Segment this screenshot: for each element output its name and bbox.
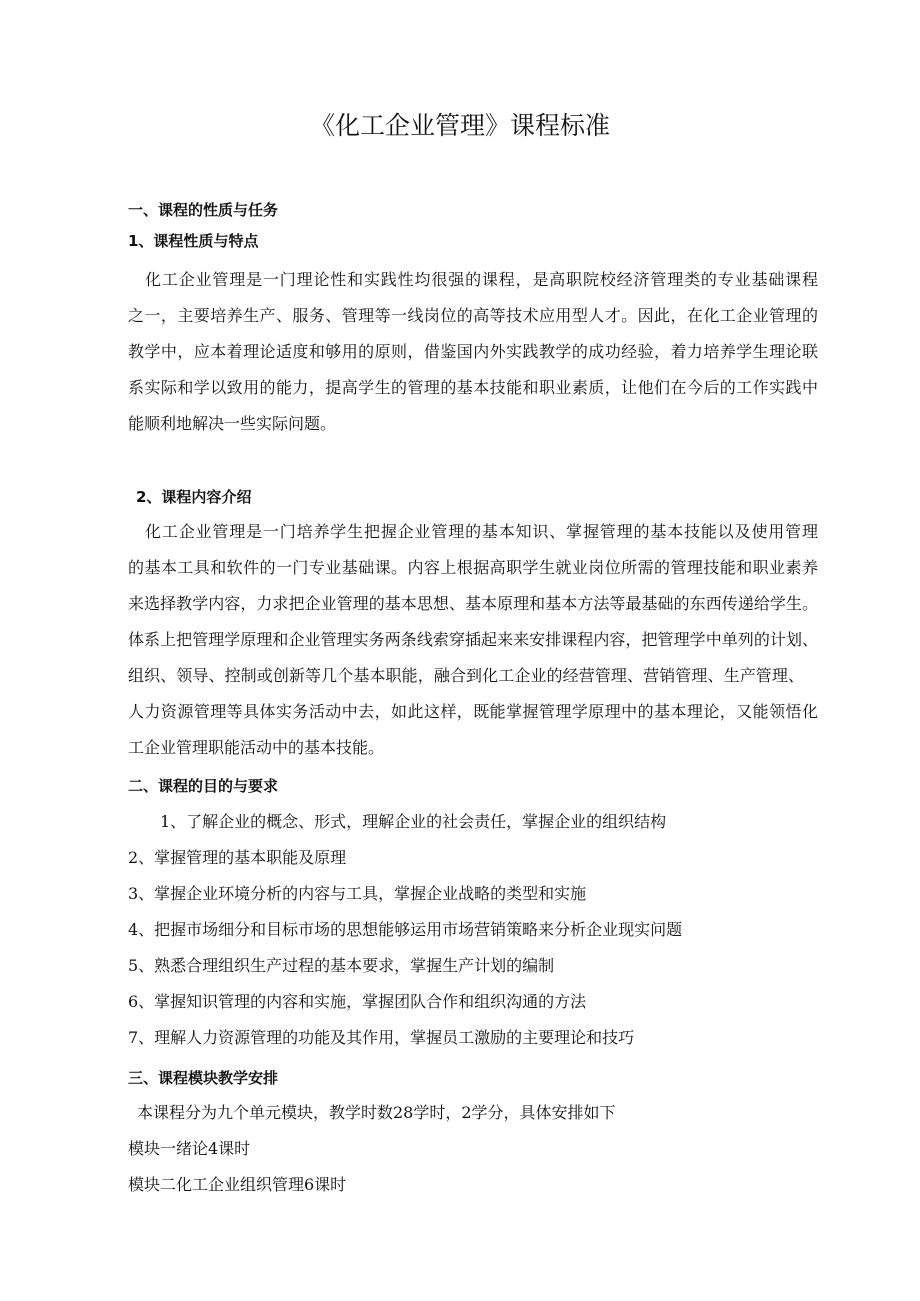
paragraph-line: 能顺利地解决一些实际问题。 [128,414,337,433]
module-item: 模块一绪论4课时 [128,1139,251,1158]
section-heading-modules: 三、课程模块教学安排 [128,1069,279,1087]
paragraph-line: 工企业管理职能活动中的基本技能。 [128,738,385,757]
paragraph-line: 人力资源管理等具体实务活动中去，如此这样，既能掌握管理学原理中的基本理论，又能领悟化 [128,702,818,721]
section-heading-goals: 二、课程的目的与要求 [128,777,279,795]
paragraph-line: 教学中，应本着理论适度和够用的原则，借鉴国内外实践教学的成功经验，着力培养学生理论联 [128,342,818,361]
module-item: 模块二化工企业组织管理6课时 [128,1175,347,1194]
subheading-content-intro: 2、课程内容介绍 [136,488,252,506]
section-heading-nature: 一、课程的性质与任务 [128,201,279,219]
paragraph-line: 组织、领导、控制或创新等几个基本职能，融合到化工企业的经营管理、营销管理、生产管理、 [128,666,804,685]
paragraph-line: 之一，主要培养生产、服务、管理等一线岗位的高等技术应用型人才。因此，在化工企业管理的 [128,306,818,325]
document-title: 《化工企业管理》课程标准 [309,111,610,140]
list-item: 5、熟悉合理组织生产过程的基本要求，掌握生产计划的编制 [128,956,555,975]
list-item: 3、掌握企业环境分析的内容与工具，掌握企业战略的类型和实施 [128,884,587,903]
list-item: 2、掌握管理的基本职能及原理 [128,848,347,867]
subheading-characteristics: 1、课程性质与特点 [128,232,259,250]
list-item: 4、把握市场细分和目标市场的思想能够运用市场营销策略来分析企业现实问题 [128,920,683,939]
modules-intro: 本课程分为九个单元模块，教学时数28学时，2学分，具体安排如下 [137,1103,616,1122]
paragraph-line: 来选择教学内容，力求把企业管理的基本思想、基本原理和基本方法等最基础的东西传递给学生。 [128,594,818,613]
list-item: 7、理解人力资源管理的功能及其作用，掌握员工激励的主要理论和技巧 [128,1028,635,1047]
paragraph-line: 体系上把管理学原理和企业管理实务两条线索穿插起来来安排课程内容，把管理学中单列的计划、 [128,630,818,649]
paragraph-line: 化工企业管理是一门理论性和实践性均很强的课程，是高职院校经济管理类的专业基础课程 [145,270,818,289]
paragraph-line: 化工企业管理是一门培养学生把握企业管理的基本知识、掌握管理的基本技能以及使用管理 [145,522,818,541]
paragraph-line: 系实际和学以致用的能力，提高学生的管理的基本技能和职业素质，让他们在今后的工作实践中 [128,378,818,397]
list-item: 6、掌握知识管理的内容和实施，掌握团队合作和组织沟通的方法 [128,992,587,1011]
paragraph-line: 的基本工具和软件的一门专业基础课。内容上根据高职学生就业岗位所需的管理技能和职业素养 [128,558,818,577]
list-item: 1、了解企业的概念、形式，理解企业的社会责任，掌握企业的组织结构 [160,812,667,831]
